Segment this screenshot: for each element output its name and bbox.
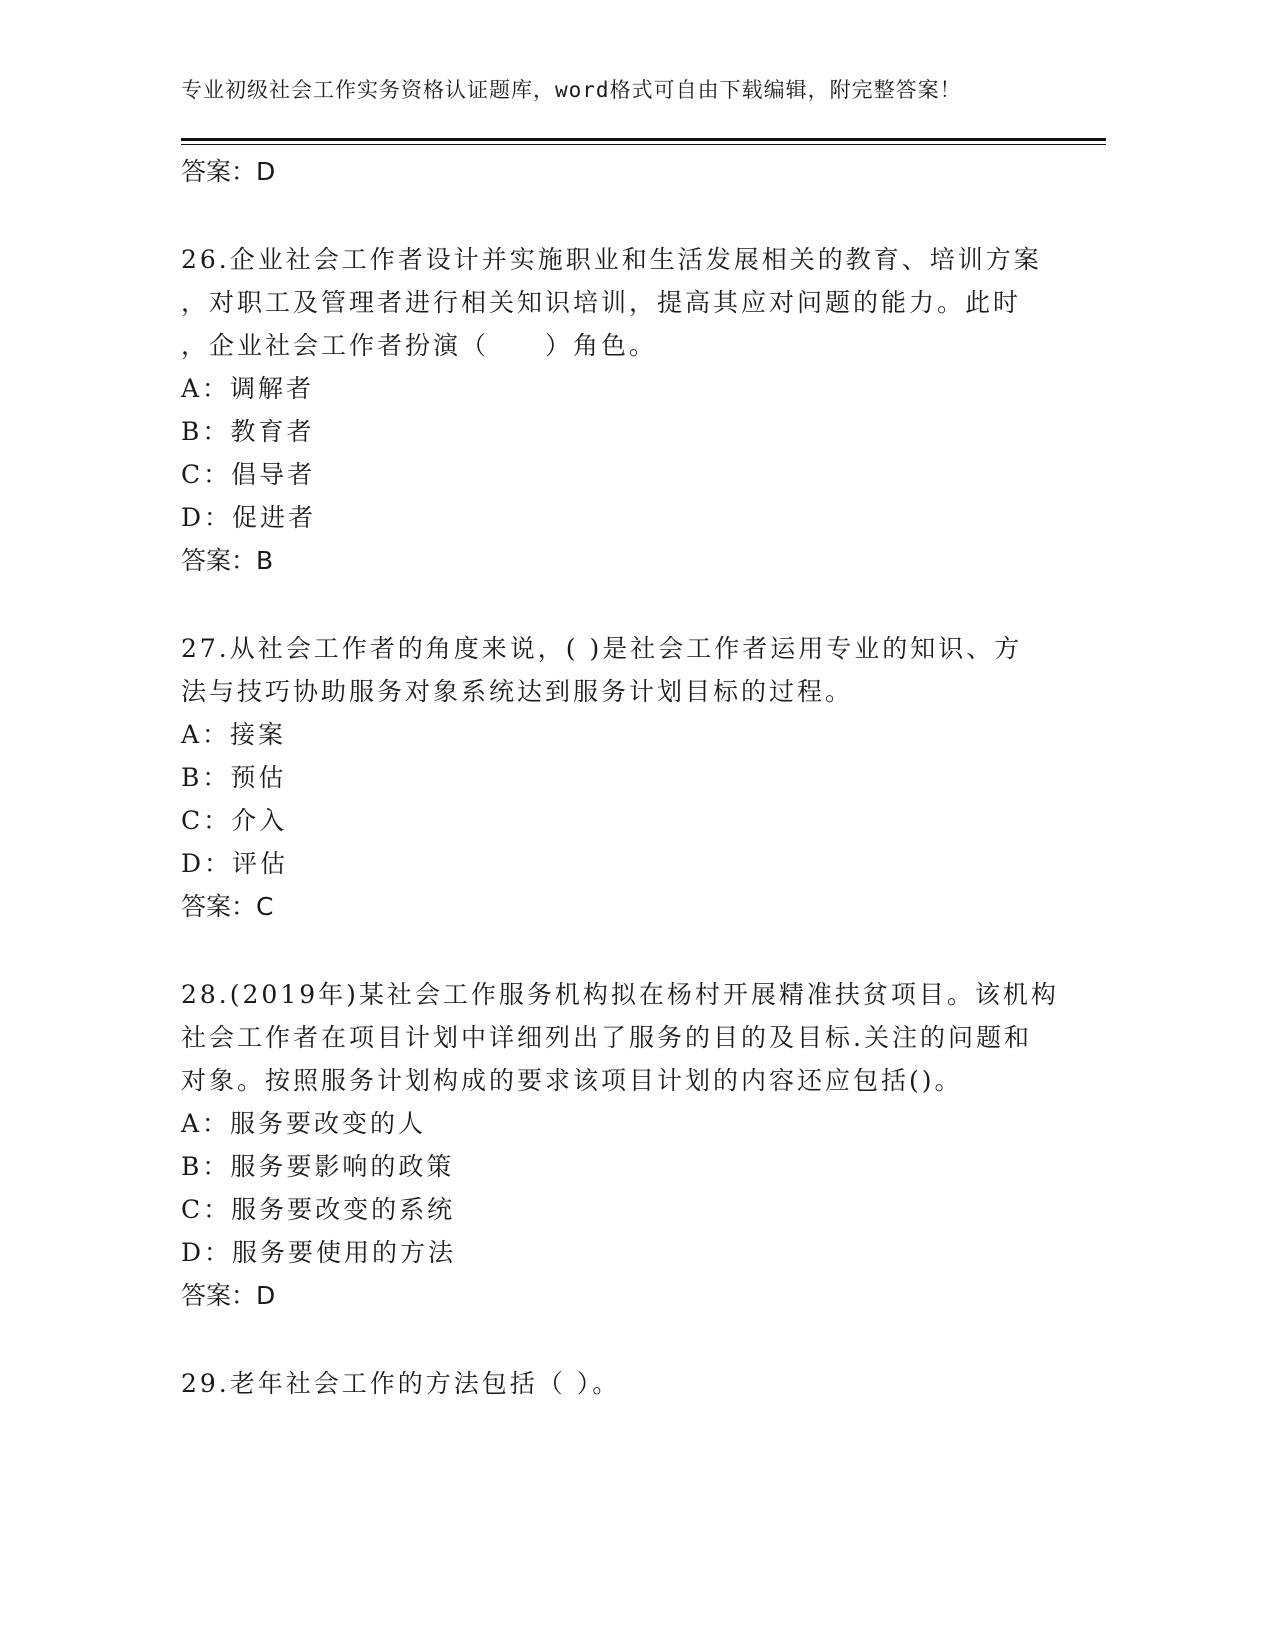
question-27-option-a: A：接案 — [181, 720, 287, 749]
question-28-line-2: 社会工作者在项目计划中详细列出了服务的目的及目标.关注的问题和 — [181, 1023, 1032, 1052]
answer-28: 答案：D — [181, 1281, 276, 1310]
question-27-option-c: C：介入 — [181, 806, 288, 835]
question-28-line-1: 28.(2019年)某社会工作服务机构拟在杨村开展精准扶贫项目。该机构 — [181, 980, 1059, 1009]
question-26-line-3: ，企业社会工作者扮演（ ）角色。 — [181, 331, 658, 360]
answer-27: 答案：C — [181, 892, 274, 921]
answer-26: 答案：B — [181, 546, 274, 575]
page-header: 专业初级社会工作实务资格认证题库，word格式可自由下载编辑，附完整答案！ — [181, 78, 962, 102]
question-29 — [181, 1362, 1041, 1405]
question-26-option-d: D：促进者 — [181, 503, 317, 532]
question-28-option-c: C：服务要改变的系统 — [181, 1195, 456, 1224]
question-26-option-b: B：教育者 — [181, 417, 315, 446]
question-content — [181, 150, 1061, 1405]
question-27-option-b: B：预估 — [181, 763, 287, 792]
question-26-option-a: A：调解者 — [181, 374, 315, 403]
question-27-option-d: D：评估 — [181, 849, 289, 878]
question-28-option-b: B：服务要影响的政策 — [181, 1152, 455, 1181]
question-27-line-2: 法与技巧协助服务对象系统达到服务计划目标的过程。 — [181, 677, 854, 706]
question-29-line-1: 29.老年社会工作的方法包括（ ）。 — [181, 1369, 621, 1398]
question-28-option-a: A：服务要改变的人 — [181, 1109, 427, 1138]
question-27-line-1: 27.从社会工作者的角度来说，( )是社会工作者运用专业的知识、方 — [181, 634, 1023, 663]
answer-25: 答案：D — [181, 157, 276, 186]
question-28-line-3: 对象。按照服务计划构成的要求该项目计划的内容还应包括()。 — [181, 1066, 963, 1095]
header-rule-thin — [181, 144, 1106, 145]
question-28 — [181, 973, 1059, 1102]
question-26-line-1: 26.企业社会工作者设计并实施职业和生活发展相关的教育、培训方案 — [181, 245, 1042, 274]
header-rule-thick — [181, 138, 1106, 141]
question-27 — [181, 627, 1041, 713]
question-28-option-d: D：服务要使用的方法 — [181, 1238, 457, 1267]
question-26-line-2: ，对职工及管理者进行相关知识培训，提高其应对问题的能力。此时 — [181, 288, 1022, 317]
question-26-option-c: C：倡导者 — [181, 460, 316, 489]
question-26 — [181, 238, 1041, 367]
